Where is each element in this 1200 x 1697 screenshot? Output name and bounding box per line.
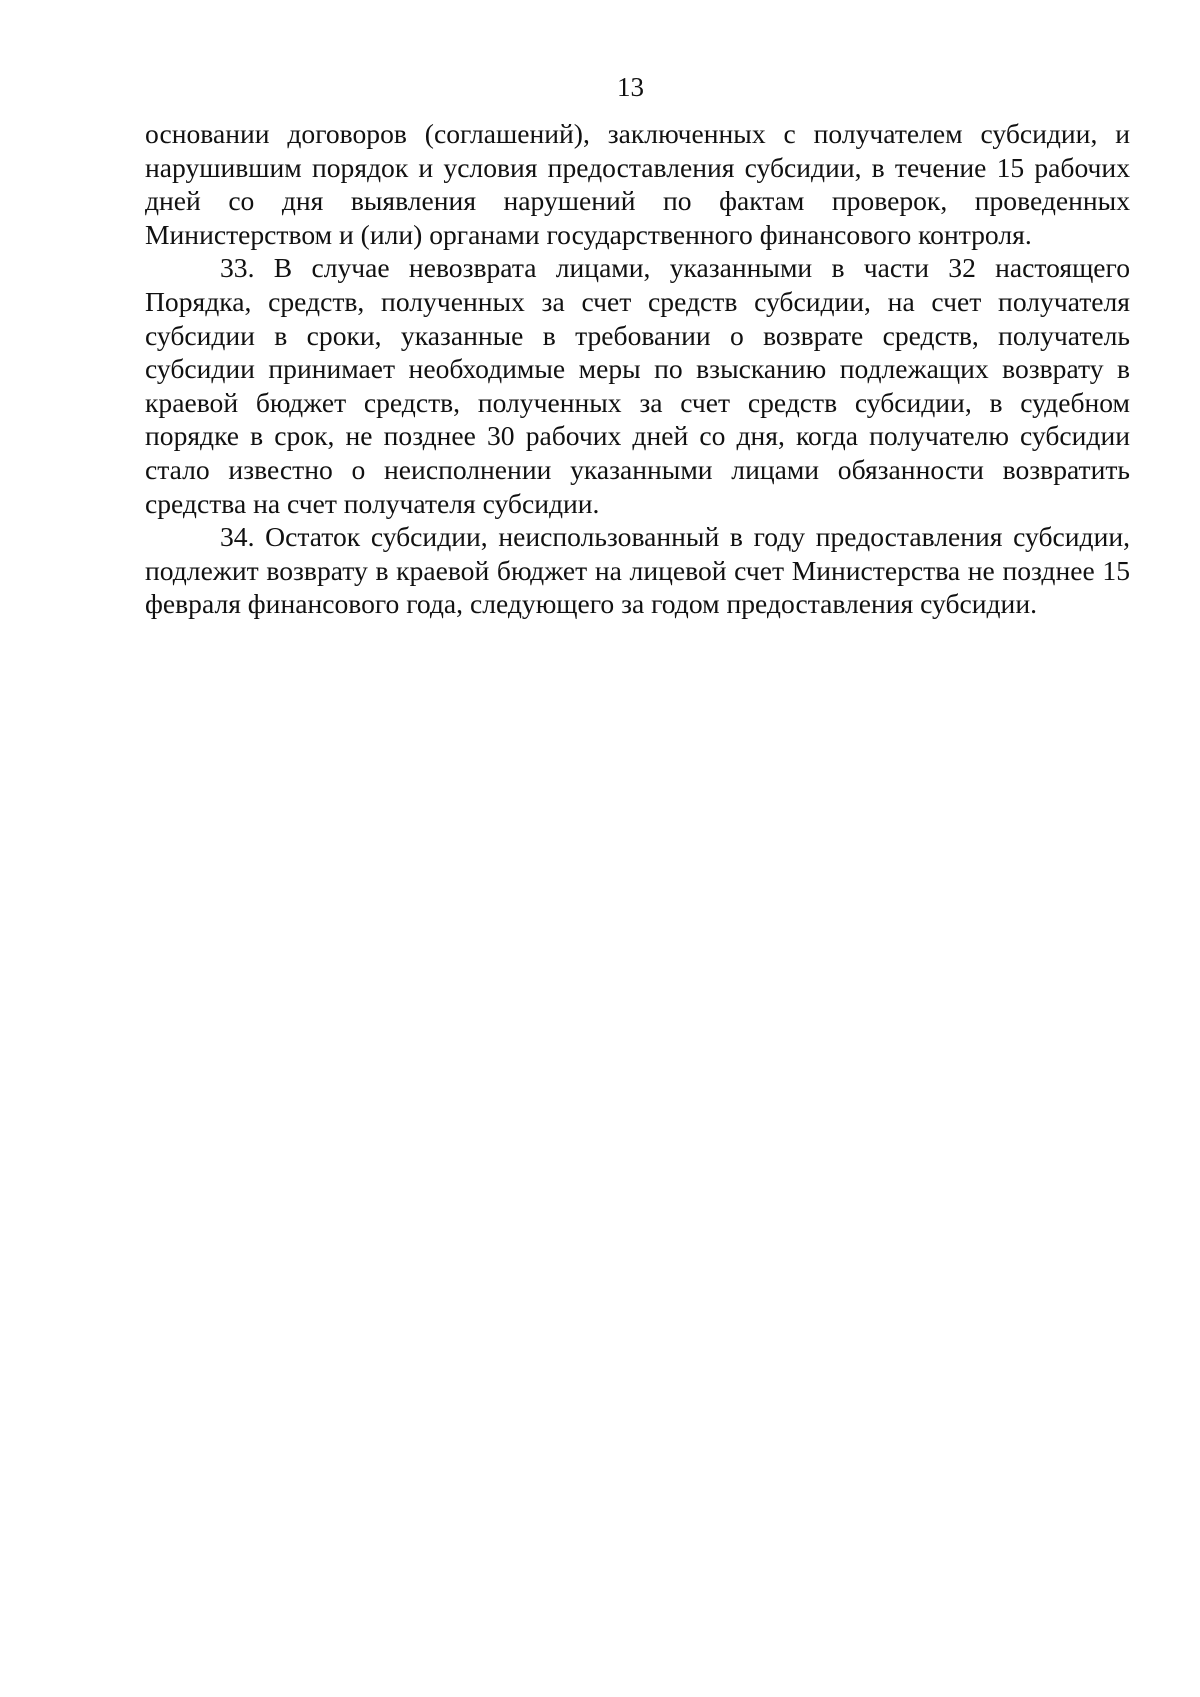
page-number: 13 xyxy=(617,72,644,102)
paragraph-continuation: основании договоров (соглашений), заключенных с получателем субсидии, и нарушившим порядок и условия предоставления субсидии, в течение 15 рабочих дней со дня выявления нарушений по фактам проверок, проведенных Министерством и (или) органами государственного финансового контроля. xyxy=(145,118,1130,250)
paragraph-33: 33. В случае невозврата лицами, указанными в части 32 настоящего Порядка, средств, полученных за счет средств субсидии, на счет получателя субсидии в сроки, указанные в требовании о возврате средств, получатель субсидии принимает необходимые меры по взысканию подлежащих возврату в краевой бюджет средств, полученных за счет средств субсидии, в судебном порядке в срок, не позднее 30 рабочих дней со дня, когда получателю субсидии стало известно о неисполнении указанными лицами обязанности возвратить средства на счет получателя субсидии. xyxy=(145,252,1130,519)
document-body xyxy=(145,117,1130,621)
paragraph-34: 34. Остаток субсидии, неиспользованный в году предоставления субсидии, подлежит возврату в краевой бюджет на лицевой счет Министерства не позднее 15 февраля финансового года, следующего за годом предоставления субсидии. xyxy=(145,521,1130,620)
